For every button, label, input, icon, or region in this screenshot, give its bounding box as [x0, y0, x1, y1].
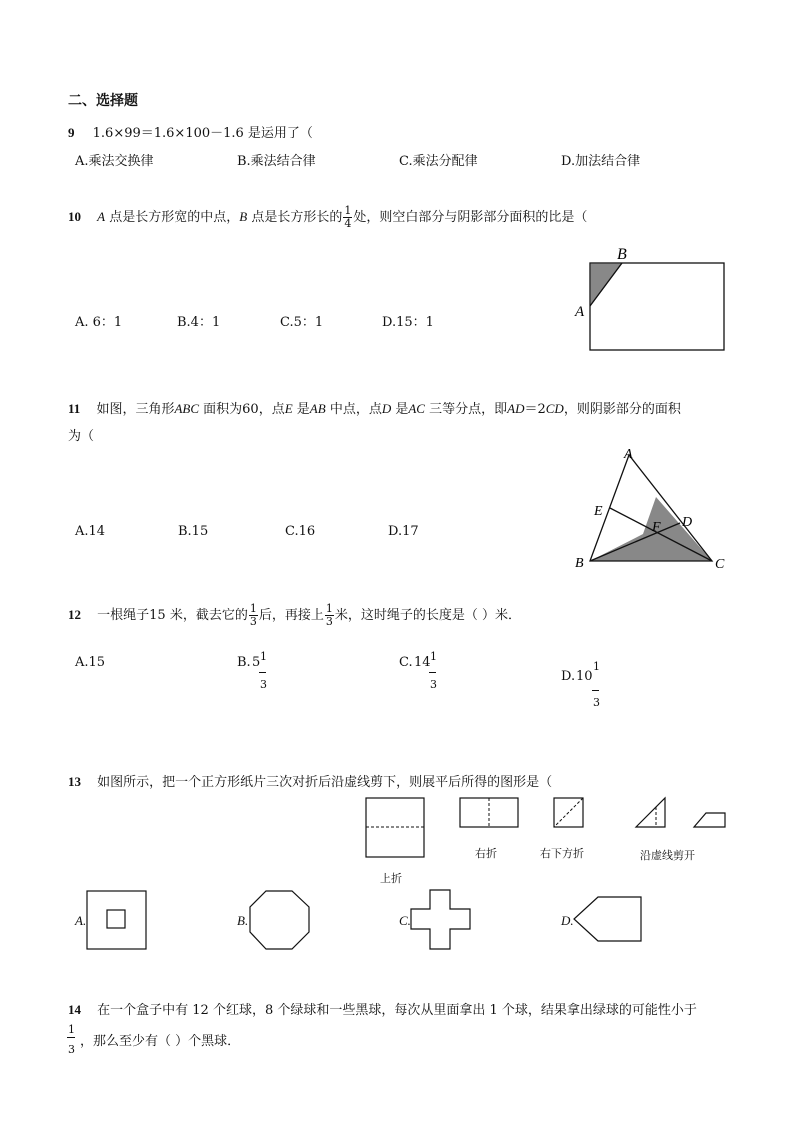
denominator: 3 [430, 678, 437, 691]
var-b: B [239, 209, 248, 224]
whole-number: 5 [252, 655, 261, 670]
var-a: A [97, 209, 106, 224]
label-e: E [594, 504, 603, 519]
question-11 [68, 398, 681, 417]
question-14-line-2: ，那么至少有（ ）个黑球． [80, 1034, 241, 1049]
q9-option-d[interactable]: D.加法结合律 [561, 154, 641, 169]
label-f: F [652, 520, 661, 535]
question-text: 在一个盒子中有 12 个红球，8 个绿球和一些黑球，每次从里面拿出 1 个球，结果拿出绿球的可能性小于 [97, 1003, 697, 1018]
text-part: ，则阴影部分的面积 [563, 402, 681, 417]
question-number: 10 [68, 209, 81, 224]
numerator: 1 [249, 602, 257, 615]
text-part: ＝2 [524, 402, 546, 417]
fraction-bar [259, 672, 266, 673]
question-number: 12 [68, 607, 81, 622]
q14-frac-numerator: 1 [68, 1023, 75, 1036]
question-number: 9 [68, 125, 75, 140]
numerator: 1 [325, 602, 333, 615]
denominator: 3 [325, 615, 333, 628]
label-a: A [624, 447, 633, 462]
label-d: D [682, 515, 693, 530]
rectangle-figure [570, 240, 730, 355]
q13-option-d-label: D. [561, 913, 574, 928]
q13-option-b-label: B. [237, 913, 249, 928]
q13-option-a[interactable] [86, 890, 148, 952]
fraction [249, 603, 258, 628]
numerator: 1 [430, 650, 437, 663]
q13-option-b[interactable] [249, 890, 311, 952]
numerator: 1 [593, 660, 600, 673]
q9-option-a[interactable]: A.乘法交换律 [75, 154, 154, 169]
fraction [325, 603, 334, 628]
text-part: 后，再接上 [258, 608, 324, 623]
question-11-line-2: 为（ [68, 429, 95, 444]
step-label-cut: 沿虚线剪开 [640, 849, 695, 862]
q10-option-b[interactable]: B.4：1 [177, 315, 221, 330]
section-title: 二、选择题 [68, 93, 138, 109]
q13-option-c[interactable] [410, 889, 472, 951]
q12-option-d[interactable] [561, 660, 606, 710]
denominator: 4 [344, 217, 352, 230]
var: ABC [174, 401, 200, 416]
question-text: 如图所示，把一个正方形纸片三次对折后沿虚线剪下，则展平后所得的图形是（ [97, 775, 553, 790]
fraction [343, 205, 352, 230]
q9-option-c[interactable]: C.乘法分配律 [399, 154, 478, 169]
triangle-figure [572, 440, 732, 575]
q13-option-d[interactable] [573, 896, 645, 944]
var: D [381, 401, 392, 416]
text-part: 一根绳子15 米，截去它的 [97, 608, 248, 623]
var: AB [309, 401, 326, 416]
label-b: B [575, 556, 584, 571]
q12-option-c[interactable] [399, 650, 444, 695]
label-c: C [715, 557, 725, 572]
var: E [284, 401, 293, 416]
q10-option-d[interactable]: D.15：1 [382, 315, 434, 330]
var: AC [408, 401, 425, 416]
denominator: 3 [249, 615, 257, 628]
q13-option-c-label: C. [399, 913, 411, 928]
q9-option-b[interactable]: B.乘法结合律 [237, 154, 316, 169]
question-number: 14 [68, 1002, 81, 1017]
fraction-bar [429, 672, 436, 673]
option-label: C. [399, 655, 413, 670]
step-label-fold-right: 右折 [475, 847, 497, 860]
question-9 [68, 122, 313, 141]
whole-number: 10 [576, 669, 593, 684]
question-13 [68, 771, 552, 790]
q11-option-b[interactable]: B.15 [178, 524, 209, 539]
text-part: 点是长方形宽的中点， [105, 210, 240, 225]
q11-option-c[interactable]: C.16 [285, 524, 316, 539]
fraction-bar [592, 690, 599, 691]
denominator: 3 [260, 678, 267, 691]
label-b: B [617, 246, 627, 263]
text-part: 面积为60，点 [199, 402, 285, 417]
q11-option-d[interactable]: D.17 [388, 524, 419, 539]
q13-option-a-label: A. [75, 913, 87, 928]
step-label-fold-up: 上折 [380, 872, 402, 885]
option-label: B. [237, 655, 251, 670]
step-label-fold-lower-right: 右下方折 [540, 847, 584, 860]
question-number: 11 [68, 401, 81, 416]
text-part: 米，这时绳子的长度是（ ）米． [334, 608, 521, 623]
whole-number: 14 [414, 655, 431, 670]
text-part: 三等分点，即 [424, 402, 508, 417]
q12-option-a[interactable]: A.15 [75, 655, 106, 670]
text-part: 如图，三角形 [96, 402, 175, 417]
text-part: 中点，点 [325, 402, 382, 417]
q12-option-b[interactable] [237, 650, 277, 695]
text-part: 是 [292, 402, 310, 417]
text-part: 处，则空白部分与阴影部分面积的比是（ [353, 210, 588, 225]
denominator: 3 [593, 696, 600, 709]
q14-frac-denominator: 3 [68, 1043, 75, 1056]
q10-option-a[interactable]: A. 6：1 [75, 315, 123, 330]
question-12 [68, 603, 521, 628]
question-10 [68, 205, 587, 230]
numerator: 1 [260, 650, 267, 663]
q10-option-c[interactable]: C.5：1 [280, 315, 324, 330]
q11-option-a[interactable]: A.14 [75, 524, 106, 539]
q14-fraction-bar [67, 1037, 75, 1038]
var: AD [507, 401, 525, 416]
question-text: 1.6×99＝1.6×100－1.6 是运用了（ [92, 126, 313, 141]
option-label: D. [561, 669, 576, 684]
text-part: 是 [391, 402, 409, 417]
question-number: 13 [68, 774, 81, 789]
var: CD [545, 401, 564, 416]
label-a: A [575, 304, 585, 320]
numerator: 1 [344, 204, 352, 217]
question-14 [68, 999, 697, 1018]
text-part: 点是长方形长的 [247, 210, 343, 225]
